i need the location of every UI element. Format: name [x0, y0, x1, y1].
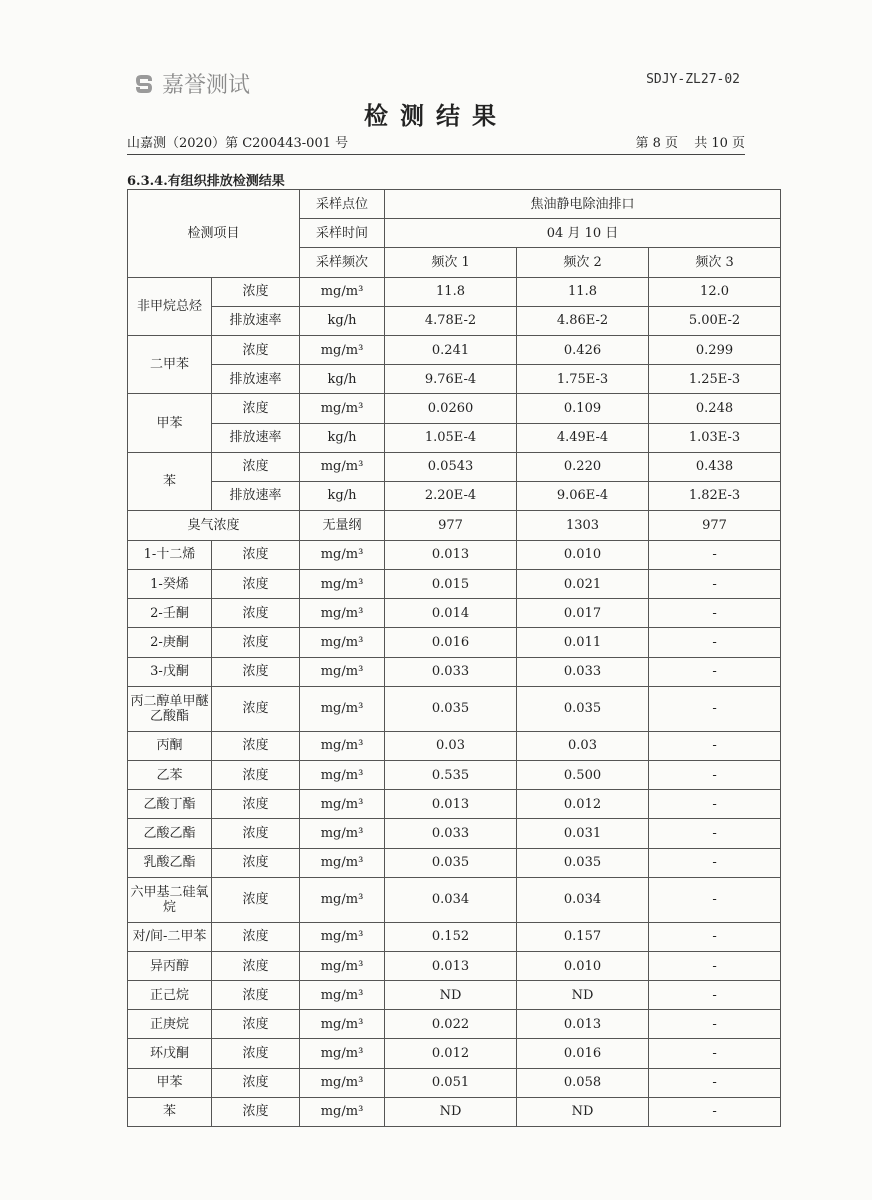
unit-cell: mg/m³: [300, 877, 385, 922]
header-freq-3: 频次 3: [649, 248, 781, 277]
table-row: [128, 423, 781, 452]
unit-cell: mg/m³: [300, 540, 385, 569]
value-cell: -: [649, 731, 781, 760]
value-cell: 0.033: [385, 657, 517, 686]
value-cell: -: [649, 848, 781, 877]
value-cell: -: [649, 760, 781, 789]
value-cell: 0.013: [385, 540, 517, 569]
unit-cell: mg/m³: [300, 760, 385, 789]
unit-cell: mg/m³: [300, 848, 385, 877]
table-row: [128, 657, 781, 686]
table-row: [128, 481, 781, 510]
header-site-value: 焦油静电除油排口: [385, 190, 781, 219]
metric-label: 浓度: [212, 848, 300, 877]
pollutant-name: 对/间-二甲苯: [128, 922, 212, 951]
value-cell: 0.016: [517, 1039, 649, 1068]
value-cell: 11.8: [385, 277, 517, 306]
value-cell: 4.49E-4: [517, 423, 649, 452]
pollutant-name: 乙酸丁酯: [128, 790, 212, 819]
value-cell: 12.0: [649, 277, 781, 306]
metric-label: 浓度: [212, 657, 300, 686]
logo-text: 嘉誉测试: [162, 73, 251, 98]
header-freq-2: 频次 2: [517, 248, 649, 277]
value-cell: 0.033: [517, 657, 649, 686]
value-cell: -: [649, 877, 781, 922]
value-cell: 0.500: [517, 760, 649, 789]
value-cell: 0.034: [517, 877, 649, 922]
pollutant-name: 正庚烷: [128, 1010, 212, 1039]
pollutant-name: 丙酮: [128, 731, 212, 760]
table-row: [128, 306, 781, 335]
table-row: [128, 1010, 781, 1039]
unit-cell: mg/m³: [300, 452, 385, 481]
metric-label: 排放速率: [212, 306, 300, 335]
table-row: [128, 790, 781, 819]
value-cell: -: [649, 686, 781, 731]
metric-label: 浓度: [212, 731, 300, 760]
pollutant-name: 异丙醇: [128, 951, 212, 980]
table-row: [128, 686, 781, 731]
metric-label: 浓度: [212, 277, 300, 306]
value-cell: -: [649, 570, 781, 599]
value-cell: 0.021: [517, 570, 649, 599]
pollutant-name: 环戊酮: [128, 1039, 212, 1068]
value-cell: 0.035: [517, 848, 649, 877]
value-cell: -: [649, 628, 781, 657]
header-freq-1: 频次 1: [385, 248, 517, 277]
value-cell: 4.78E-2: [385, 306, 517, 335]
value-cell: 1.03E-3: [649, 423, 781, 452]
value-cell: ND: [385, 981, 517, 1010]
value-cell: 0.012: [517, 790, 649, 819]
metric-label: 浓度: [212, 628, 300, 657]
table-row: [128, 731, 781, 760]
value-cell: 1.05E-4: [385, 423, 517, 452]
table-row: [128, 365, 781, 394]
unit-cell: 无量纲: [300, 511, 385, 541]
pollutant-name: 甲苯: [128, 1068, 212, 1097]
value-cell: 0.010: [517, 540, 649, 569]
unit-cell: mg/m³: [300, 922, 385, 951]
value-cell: 1303: [517, 511, 649, 541]
value-cell: 0.058: [517, 1068, 649, 1097]
pollutant-name: 丙二醇单甲醚乙酸酯: [128, 686, 212, 731]
value-cell: 1.25E-3: [649, 365, 781, 394]
header-item-cell: 检测项目: [128, 190, 300, 278]
value-cell: ND: [517, 1097, 649, 1126]
pollutant-name: 六甲基二硅氧烷: [128, 877, 212, 922]
metric-label: 浓度: [212, 819, 300, 848]
unit-cell: mg/m³: [300, 686, 385, 731]
page-total: 共 10 页: [694, 136, 745, 151]
value-cell: 0.0543: [385, 452, 517, 481]
unit-cell: mg/m³: [300, 570, 385, 599]
value-cell: 0.031: [517, 819, 649, 848]
table-row: [128, 981, 781, 1010]
header-row-site: [128, 190, 781, 219]
unit-cell: mg/m³: [300, 277, 385, 306]
value-cell: -: [649, 1068, 781, 1097]
pollutant-name: 正己烷: [128, 981, 212, 1010]
unit-cell: mg/m³: [300, 951, 385, 980]
table-row: [128, 599, 781, 628]
metric-label: 浓度: [212, 877, 300, 922]
unit-cell: mg/m³: [300, 1010, 385, 1039]
value-cell: -: [649, 981, 781, 1010]
metric-label: 浓度: [212, 686, 300, 731]
unit-cell: kg/h: [300, 481, 385, 510]
value-cell: 0.03: [517, 731, 649, 760]
table-row: [128, 540, 781, 569]
page-number: 第 8 页: [635, 136, 679, 151]
value-cell: -: [649, 1010, 781, 1039]
unit-cell: mg/m³: [300, 628, 385, 657]
unit-cell: mg/m³: [300, 657, 385, 686]
value-cell: 0.033: [385, 819, 517, 848]
value-cell: 0.035: [385, 686, 517, 731]
value-cell: -: [649, 819, 781, 848]
table-row: [128, 277, 781, 306]
section-title: 6.3.4.有组织排放检测结果: [127, 174, 285, 189]
report-number: 山嘉测（2020）第 C200443-001 号: [127, 136, 349, 151]
value-cell: ND: [517, 981, 649, 1010]
unit-cell: mg/m³: [300, 1068, 385, 1097]
value-cell: 0.014: [385, 599, 517, 628]
table-row: [128, 628, 781, 657]
value-cell: 4.86E-2: [517, 306, 649, 335]
value-cell: 0.010: [517, 951, 649, 980]
header-freq-label: 采样频次: [300, 248, 385, 277]
table-row: [128, 335, 781, 364]
value-cell: 0.035: [517, 686, 649, 731]
value-cell: 0.013: [385, 790, 517, 819]
table-row: [128, 511, 781, 541]
metric-label: 浓度: [212, 1010, 300, 1039]
header-time-label: 采样时间: [300, 219, 385, 248]
value-cell: -: [649, 540, 781, 569]
value-cell: 5.00E-2: [649, 306, 781, 335]
value-cell: ND: [385, 1097, 517, 1126]
document-code: SDJY-ZL27-02: [646, 72, 740, 87]
value-cell: 0.241: [385, 335, 517, 364]
pollutant-name: 2-壬酮: [128, 599, 212, 628]
table-row: [128, 394, 781, 423]
value-cell: 977: [385, 511, 517, 541]
unit-cell: mg/m³: [300, 1097, 385, 1126]
value-cell: 0.248: [649, 394, 781, 423]
table-row: [128, 760, 781, 789]
table-row: [128, 848, 781, 877]
value-cell: 0.426: [517, 335, 649, 364]
value-cell: 0.022: [385, 1010, 517, 1039]
metric-label: 排放速率: [212, 423, 300, 452]
report-meta: [127, 132, 745, 155]
pollutant-name: 乳酸乙酯: [128, 848, 212, 877]
metric-label: 浓度: [212, 599, 300, 628]
unit-cell: mg/m³: [300, 394, 385, 423]
value-cell: 0.0260: [385, 394, 517, 423]
value-cell: 0.035: [385, 848, 517, 877]
metric-label: 浓度: [212, 1097, 300, 1126]
unit-cell: mg/m³: [300, 599, 385, 628]
pollutant-name: 3-戊酮: [128, 657, 212, 686]
pollutant-name: 2-庚酮: [128, 628, 212, 657]
value-cell: -: [649, 951, 781, 980]
metric-label: 浓度: [212, 1068, 300, 1097]
value-cell: 0.015: [385, 570, 517, 599]
value-cell: 0.012: [385, 1039, 517, 1068]
value-cell: -: [649, 657, 781, 686]
value-cell: 0.220: [517, 452, 649, 481]
value-cell: -: [649, 922, 781, 951]
company-logo: [132, 68, 250, 99]
unit-cell: mg/m³: [300, 790, 385, 819]
metric-label: 浓度: [212, 922, 300, 951]
results-table: [127, 189, 781, 1127]
pollutant-name: 乙酸乙酯: [128, 819, 212, 848]
table-row: [128, 1068, 781, 1097]
value-cell: 0.109: [517, 394, 649, 423]
header-time-value: 04 月 10 日: [385, 219, 781, 248]
pollutant-name: 1-癸烯: [128, 570, 212, 599]
table-row: [128, 877, 781, 922]
metric-label: 排放速率: [212, 481, 300, 510]
pollutant-name: 苯: [128, 452, 212, 510]
unit-cell: kg/h: [300, 423, 385, 452]
unit-cell: mg/m³: [300, 1039, 385, 1068]
unit-cell: mg/m³: [300, 731, 385, 760]
page-title: 检测结果: [364, 102, 508, 130]
logo-mark-icon: [132, 72, 156, 96]
table-row: [128, 452, 781, 481]
metric-label: 浓度: [212, 760, 300, 789]
pollutant-name: 非甲烷总烃: [128, 277, 212, 335]
table-row: [128, 570, 781, 599]
unit-cell: mg/m³: [300, 819, 385, 848]
metric-label: 浓度: [212, 335, 300, 364]
table-row: [128, 951, 781, 980]
value-cell: -: [649, 599, 781, 628]
pollutant-name: 乙苯: [128, 760, 212, 789]
value-cell: -: [649, 1039, 781, 1068]
header-site-label: 采样点位: [300, 190, 385, 219]
unit-cell: mg/m³: [300, 981, 385, 1010]
table-row: [128, 1097, 781, 1126]
value-cell: 0.438: [649, 452, 781, 481]
value-cell: 0.011: [517, 628, 649, 657]
value-cell: 0.152: [385, 922, 517, 951]
value-cell: 0.157: [517, 922, 649, 951]
value-cell: 0.013: [385, 951, 517, 980]
value-cell: 0.299: [649, 335, 781, 364]
metric-label: 浓度: [212, 951, 300, 980]
value-cell: 0.016: [385, 628, 517, 657]
metric-label: 浓度: [212, 394, 300, 423]
unit-cell: mg/m³: [300, 335, 385, 364]
pollutant-name: 甲苯: [128, 394, 212, 452]
value-cell: 0.03: [385, 731, 517, 760]
table-row: [128, 922, 781, 951]
metric-label: 浓度: [212, 1039, 300, 1068]
pollutant-name: 1-十二烯: [128, 540, 212, 569]
value-cell: 1.75E-3: [517, 365, 649, 394]
table-row: [128, 1039, 781, 1068]
metric-label: 浓度: [212, 790, 300, 819]
table-row: [128, 819, 781, 848]
value-cell: 9.76E-4: [385, 365, 517, 394]
value-cell: -: [649, 790, 781, 819]
page-info: [624, 132, 746, 151]
value-cell: 11.8: [517, 277, 649, 306]
value-cell: 0.017: [517, 599, 649, 628]
unit-cell: kg/h: [300, 306, 385, 335]
value-cell: 1.82E-3: [649, 481, 781, 510]
value-cell: -: [649, 1097, 781, 1126]
metric-label: 浓度: [212, 981, 300, 1010]
pollutant-name: 二甲苯: [128, 335, 212, 393]
metric-label: 浓度: [212, 570, 300, 599]
value-cell: 0.051: [385, 1068, 517, 1097]
unit-cell: kg/h: [300, 365, 385, 394]
value-cell: 9.06E-4: [517, 481, 649, 510]
value-cell: 0.034: [385, 877, 517, 922]
metric-label: 浓度: [212, 540, 300, 569]
metric-label: 浓度: [212, 452, 300, 481]
metric-label: 排放速率: [212, 365, 300, 394]
pollutant-name: 苯: [128, 1097, 212, 1126]
value-cell: 977: [649, 511, 781, 541]
value-cell: 2.20E-4: [385, 481, 517, 510]
value-cell: 0.535: [385, 760, 517, 789]
pollutant-name: 臭气浓度: [128, 511, 300, 541]
value-cell: 0.013: [517, 1010, 649, 1039]
